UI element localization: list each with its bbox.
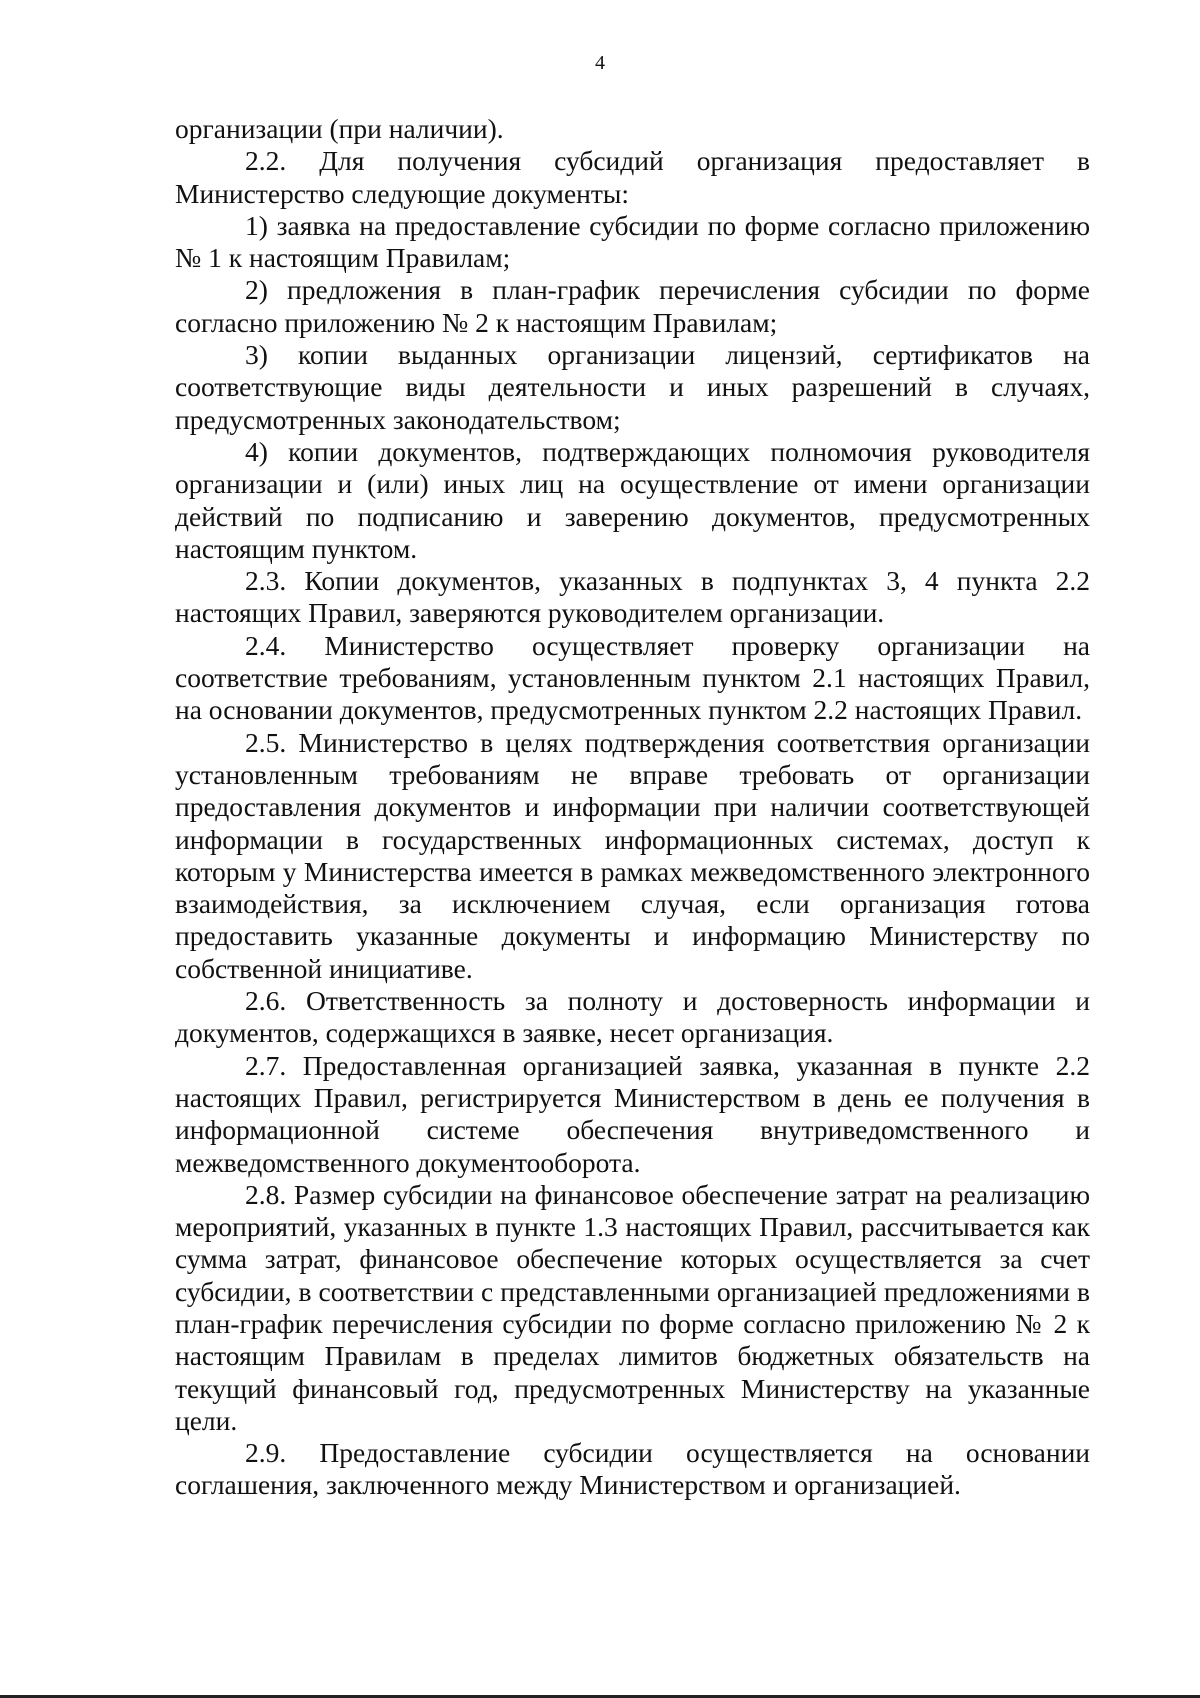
paragraph-continuation: организации (при наличии).: [175, 113, 504, 144]
paragraph-2-5: 2.5. Министерство в целях подтверждения соответствия организации установленным требованиям не вправе требовать от организации предоставления документов и информации при наличии соответствующей информации в государственных информационных системах, доступ к которым у Министерства имеется в рамках межведомственного электронного взаимодействия, за исключением случая, если организация готова предоставить указанные документы и информацию Министерству по собственной инициативе.: [175, 726, 1090, 984]
list-item-1: 1) заявка на предоставление субсидии по форме согласно приложению № 1 к настоящим Правилам;: [175, 209, 1090, 274]
paragraph-2-8: 2.8. Размер субсидии на финансовое обеспечение затрат на реализацию мероприятий, указанных в пункте 1.3 настоящих Правил, рассчитывается как сумма затрат, финансовое обеспечение которых осуществляется за счет субсидии, в соответствии с представленными организацией предложениями в план-график перечисления субсидии по форме согласно приложению № 2 к настоящим Правилам в пределах лимитов бюджетных обязательств на текущий финансовый год, предусмотренных Министерству на указанные цели.: [175, 1178, 1090, 1436]
document-body: [175, 113, 1090, 1502]
paragraph-2-4: 2.4. Министерство осуществляет проверку организации на соответствие требованиям, установленным пунктом 2.1 настоящих Правил, на основании документов, предусмотренных пунктом 2.2 настоящих Правил.: [175, 629, 1090, 726]
paragraph-2-2: 2.2. Для получения субсидий организация предоставляет в Министерство следующие документы:: [175, 145, 1090, 209]
paragraph-2-9: 2.9. Предоставление субсидии осуществляется на основании соглашения, заключенного между Министерством и организацией.: [175, 1437, 1090, 1501]
paragraph-2-7: 2.7. Предоставленная организацией заявка, указанная в пункте 2.2 настоящих Правил, регистрируется Министерством в день ее получения в информационной системе обеспечения внутриведомственного и межведомственного документооборота.: [175, 1049, 1090, 1178]
page-number: 4: [595, 52, 605, 74]
paragraph-2-3: 2.3. Копии документов, указанных в подпунктах 3, 4 пункта 2.2 настоящих Правил, заверяются руководителем организации.: [175, 565, 1090, 629]
list-item-4: 4) копии документов, подтверждающих полномочия руководителя организации и (или) иных лиц на осуществление от имени организации действий по подписанию и заверению документов, предусмотренных настоящим пунктом.: [175, 435, 1090, 564]
list-item-3: 3) копии выданных организации лицензий, сертификатов на соответствующие виды деятельности и иных разрешений в случаях, предусмотренных законодательством;: [175, 339, 1090, 435]
list-item-2: 2) предложения в план-график перечисления субсидии по форме согласно приложению № 2 к настоящим Правилам;: [175, 274, 1090, 338]
paragraph-2-6: 2.6. Ответственность за полноту и достоверность информации и документов, содержащихся в заявке, несет организация.: [175, 985, 1090, 1049]
